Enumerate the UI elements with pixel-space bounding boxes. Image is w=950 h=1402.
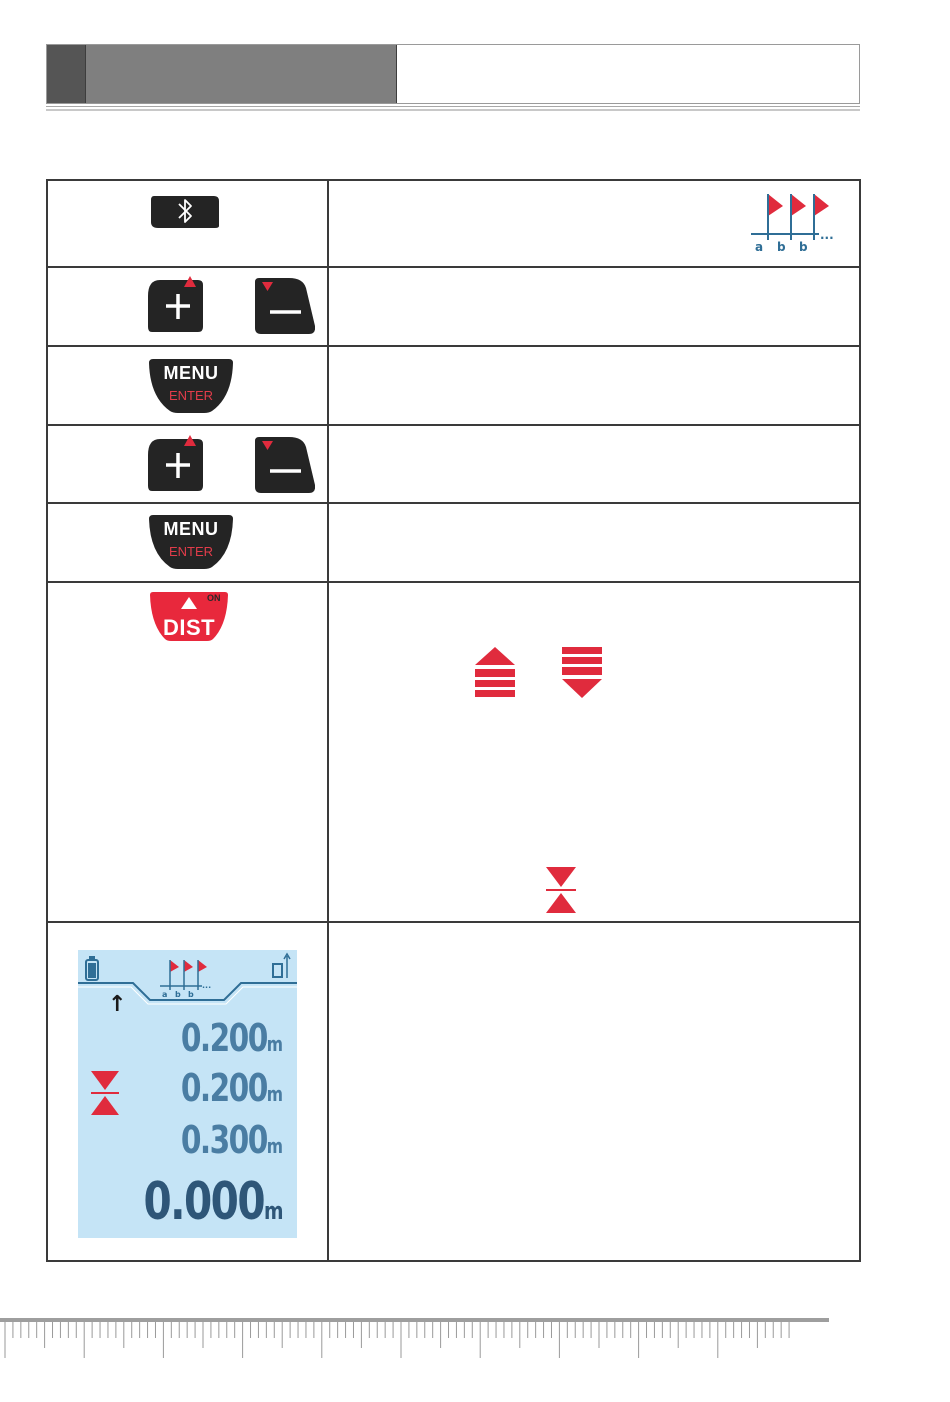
minus-key-icon [253,276,315,336]
lcd-main-reading [143,1172,283,1232]
page-header-bar [46,44,860,104]
main-reading-unit: m [263,1197,283,1225]
flag-ellipsis: ... [820,228,834,242]
flag-label-b: b [188,990,194,999]
menu-label: MENU [163,363,219,383]
flag-label-b: b [175,990,181,999]
main-reading-value: 0.000 [142,1172,264,1232]
reading-value: 0.300 [180,1118,267,1162]
minus-key[interactable] [253,435,315,500]
header-rule [46,106,860,107]
row-divider [48,921,859,923]
flag-label-a: a [755,240,764,254]
flag-ellipsis: ... [202,981,212,990]
menu-enter-key[interactable] [148,513,234,571]
dist-label: DIST [162,615,216,640]
reference-top-icon [472,645,518,701]
menu-enter-key[interactable] [148,357,234,415]
minus-key[interactable] [253,276,315,341]
on-label: ON [207,593,221,603]
plus-key[interactable] [146,431,206,500]
reading-value: 0.200 [180,1066,267,1110]
row-divider [48,345,859,347]
direction-arrow: ↑ [108,992,127,1017]
lcd-reading-1 [181,1016,283,1060]
enter-label: ENTER [168,544,214,559]
flag-label-b: b [799,240,808,254]
header-block-dark [47,45,85,103]
reading-unit: m [266,1134,283,1158]
flag-label-a: a [162,990,168,999]
hourglass-icon [544,865,578,915]
lcd-reading-3 [181,1118,283,1162]
menu-label: MENU [163,519,219,539]
minus-key-icon [253,435,315,495]
header-rule-shadow [46,109,860,111]
row-divider [48,266,859,268]
header-block-gray [85,45,397,103]
plus-key-icon [146,431,206,495]
bluetooth-icon [148,192,222,230]
bluetooth-key[interactable] [148,192,222,235]
dist-on-key[interactable] [149,591,229,643]
staking-flags-icon [160,960,211,999]
ruler-ticks [0,1322,829,1362]
staking-flags-icon [750,189,842,259]
flag-label-b: b [777,240,786,254]
row-divider [48,502,859,504]
reading-unit: m [266,1082,283,1106]
lcd-reading-2 [181,1066,283,1110]
row-divider [48,581,859,583]
column-divider [327,181,329,1262]
reading-value: 0.200 [180,1016,267,1060]
reading-unit: m [266,1032,283,1056]
row-divider [48,424,859,426]
plus-key-icon [146,272,206,336]
lcd-display [78,950,297,1238]
laser-reference-icon [273,954,290,978]
plus-key[interactable] [146,272,206,341]
hourglass-icon [90,1070,120,1116]
reference-bottom-icon [559,645,605,701]
battery-icon [86,956,98,980]
enter-label: ENTER [168,388,214,403]
